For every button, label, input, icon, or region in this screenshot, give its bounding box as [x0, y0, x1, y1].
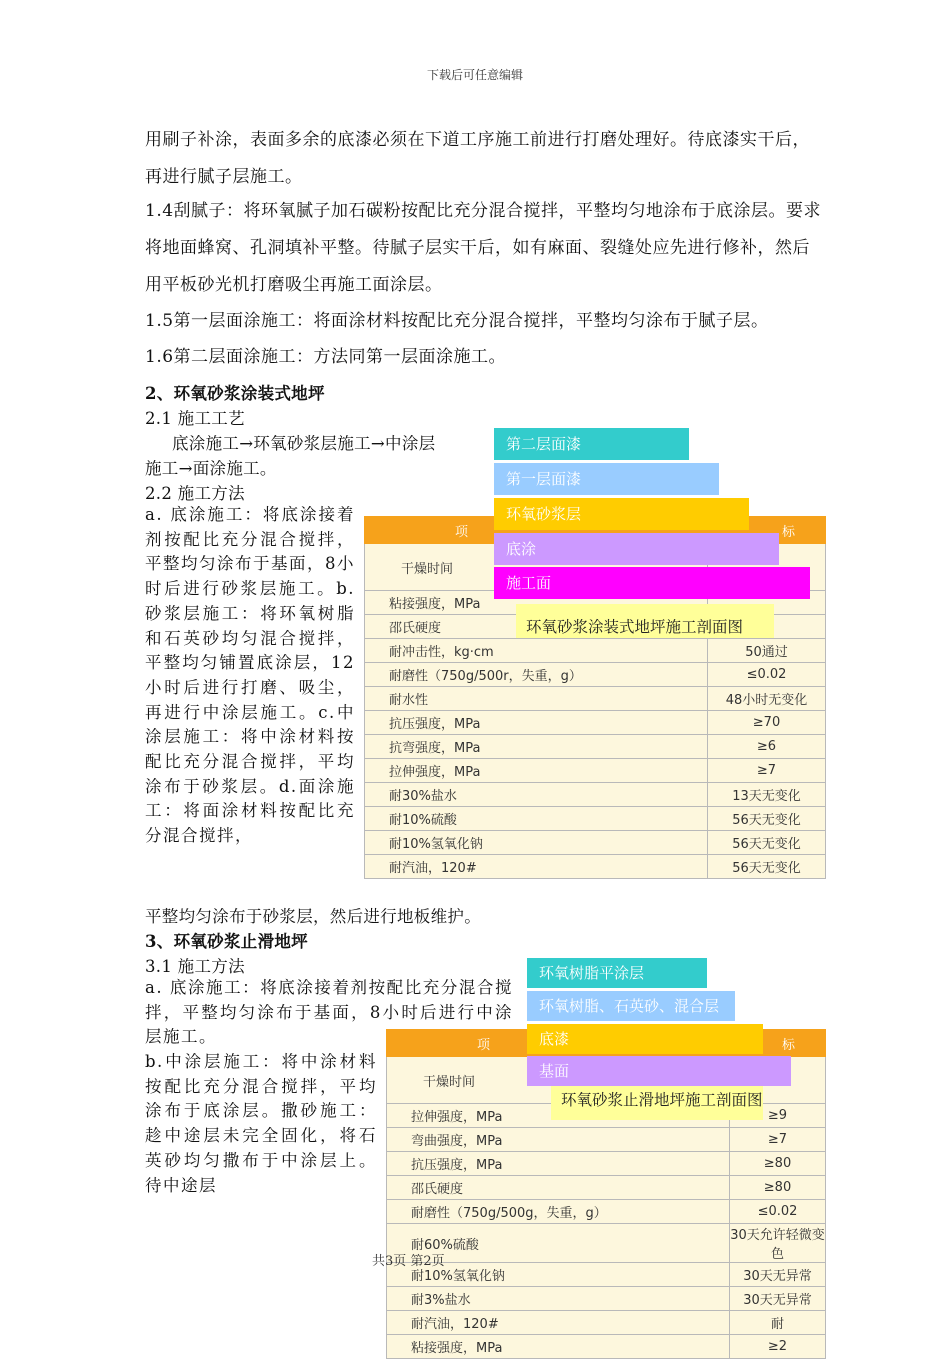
table-cell-property: 耐3%盐水 [387, 1287, 730, 1311]
paragraph-first-topcoat: 1.5第一层面涂施工：将面涂材料按配比充分混合搅拌，平整均匀涂布于腻子层。 [145, 311, 769, 331]
table-cell-property: 耐冲击性，kg·cm [365, 639, 708, 663]
layer-base-3: 基面 [527, 1056, 791, 1086]
table-row [387, 1311, 826, 1335]
table-row [365, 759, 826, 783]
table-row [387, 1128, 826, 1152]
table-cell-value: ≤0.02 [708, 663, 826, 687]
section-3-heading: 3、环氧砂浆止滑地坪 [145, 932, 308, 951]
table-cell-value: ≥80 [730, 1152, 826, 1176]
table-cell-value: ≥6 [708, 735, 826, 759]
table-row [365, 807, 826, 831]
table-cell-property: 拉伸强度，MPa [387, 1104, 730, 1128]
table-cell-value: 13天无变化 [708, 783, 826, 807]
table-header-cell: 项 [387, 1030, 730, 1057]
paragraph-second-topcoat: 1.6第二层面涂施工：方法同第一层面涂施工。 [145, 347, 507, 367]
table-row [387, 1335, 826, 1359]
table-cell-property: 耐10%硫酸 [365, 807, 708, 831]
section-2-2-title: 2.2 施工方法 [145, 484, 245, 503]
layer-base-surface: 施工面 [494, 567, 810, 599]
table-cell-property: 粘接强度，MPa [365, 591, 708, 615]
table-cell-value: ≥7 [730, 1128, 826, 1152]
table-row [365, 639, 826, 663]
table-row [387, 1224, 826, 1263]
table-cell-property: 耐汽油，120# [365, 855, 708, 879]
table-row [365, 831, 826, 855]
paragraph-primer-finish: 用刷子补涂，表面多余的底漆必须在下道工序施工前进行打磨处理好。待底漆实干后，再进行腻子层施工。 [145, 130, 810, 187]
table-cell-property: 耐60%硫酸 [387, 1224, 730, 1263]
table-row [387, 1200, 826, 1224]
table-row [365, 783, 826, 807]
table-cell-property: 耐水性 [365, 687, 708, 711]
table-row [365, 663, 826, 687]
section-2-heading: 2、环氧砂浆涂装式地坪 [145, 384, 325, 403]
table-cell-value: 48小时无变化 [708, 687, 826, 711]
table-cell-value: 56天无变化 [708, 807, 826, 831]
table-cell-property: 干燥时间 [365, 544, 708, 591]
table-cell-value: 30天无异常 [730, 1263, 826, 1287]
table-row [365, 711, 826, 735]
layer-resin-flat-coat: 环氧树脂平涂层 [527, 958, 707, 988]
table-cell-value: 56天无变化 [708, 831, 826, 855]
table-cell-property: 抗压强度，MPa [365, 711, 708, 735]
table-cell-property: 抗弯强度，MPa [365, 735, 708, 759]
table-header-cell: 项 [365, 517, 708, 544]
table-cell-property: 抗压强度，MPa [387, 1152, 730, 1176]
table-cell-property: 耐磨性（750g/500g，失重，g） [387, 1200, 730, 1224]
layer-mortar: 环氧砂浆层 [494, 498, 749, 530]
table-cell-property: 弯曲强度，MPa [387, 1128, 730, 1152]
page-footer: 共3页 第2页 [372, 1254, 445, 1269]
layer-first-topcoat: 第一层面漆 [494, 463, 719, 495]
table-header-cell: 标 [708, 517, 826, 544]
table-cell-property: 邵氏硬度 [365, 615, 708, 639]
table-cell-property: 粘接强度，MPa [387, 1335, 730, 1359]
section-3-method-b: b.中涂层施工：将中涂材料按配比充分混合搅拌，平均涂布于底涂层。撒砂施工：趁中途层未完全固化，将石英砂均匀撒布于中涂层上。待中途层 [145, 1052, 377, 1195]
section-2-process-line2: 施工→面涂施工。 [145, 459, 277, 478]
section-3-1-title: 3.1 施工方法 [145, 957, 245, 976]
table-cell-property: 耐10%氢氧化钠 [387, 1263, 730, 1287]
table-cell-property: 耐30%盐水 [365, 783, 708, 807]
layer-second-topcoat: 第二层面漆 [494, 428, 689, 460]
table-header-cell: 标 [730, 1030, 826, 1057]
table-cell-property: 干燥时间 [387, 1057, 730, 1104]
table-cell-property: 耐10%氢氧化钠 [365, 831, 708, 855]
table-row [365, 687, 826, 711]
section-2-diagram-caption: 环氧砂浆涂装式地坪施工剖面图 [516, 604, 774, 638]
section-3-method-a: a. 底涂施工：将底涂接着剂按配比充分混合搅拌，平整均匀涂布于基面，8小时后进行中涂层施工。 [145, 978, 513, 1047]
layer-primer-3: 底漆 [527, 1024, 763, 1054]
page-header: 下载后可任意编辑 [426, 68, 523, 82]
layer-resin-sand-mix: 环氧树脂、石英砂、混合层 [527, 991, 735, 1021]
table-row [365, 855, 826, 879]
table-cell-property: 拉伸强度，MPa [365, 759, 708, 783]
table-cell-value: ≥2 [730, 1335, 826, 1359]
layer-primer: 底涂 [494, 533, 779, 565]
table-cell-value: 30天允许轻微变色 [730, 1224, 826, 1263]
section-2-process-line1: 底涂施工→环氧砂浆层施工→中涂层 [172, 434, 436, 453]
table-cell-value: 30天无异常 [730, 1287, 826, 1311]
table-cell-value: 50通过 [708, 639, 826, 663]
table-cell-value: ≥9 [730, 1104, 826, 1128]
table-row [387, 1176, 826, 1200]
section-2-1-title: 2.1 施工工艺 [145, 409, 245, 428]
table-cell-value: 56天无变化 [708, 855, 826, 879]
table-cell-property: 耐汽油，120# [387, 1311, 730, 1335]
table-cell-property: 邵氏硬度 [387, 1176, 730, 1200]
table-cell-value: ≥7 [708, 759, 826, 783]
table-cell-value: 耐 [730, 1311, 826, 1335]
section-2-method-end: 平整均匀涂布于砂浆层，然后进行地板维护。 [145, 907, 481, 926]
section-3-diagram-caption: 环氧砂浆止滑地坪施工剖面图 [551, 1086, 763, 1120]
table-cell-value: ≥70 [708, 711, 826, 735]
table-cell-property: 耐磨性（750g/500r，失重，g） [365, 663, 708, 687]
table-row [365, 735, 826, 759]
table-row [387, 1152, 826, 1176]
table-cell-value: ≤0.02 [730, 1200, 826, 1224]
table-cell-value: ≥80 [730, 1176, 826, 1200]
paragraph-putty: 1.4刮腻子：将环氧腻子加石碳粉按配比充分混合搅拌，平整均匀地涂布于底涂层。要求将地面蜂窝、孔洞填补平整。待腻子层实干后，如有麻面、裂缝处应先进行修补，然后用平板砂光机打磨吸尘再施工面涂层。 [145, 201, 822, 295]
table-row [387, 1287, 826, 1311]
section-2-method-text: a. 底涂施工：将底涂接着剂按配比充分混合搅拌，平整均匀涂布于基面，8小时后进行砂浆层施工。b. 砂浆层施工：将环氧树脂和石英砂均匀混合搅拌，平整均匀铺置底涂层，12小时后进行打磨、吸尘，再进行中涂层施工。c.中涂层施工：将中涂材料按配比充分混合搅拌，平均涂布于砂浆层。d.面涂施工：将面涂材料按配比充分混合搅拌， [145, 505, 355, 846]
table-row [387, 1263, 826, 1287]
